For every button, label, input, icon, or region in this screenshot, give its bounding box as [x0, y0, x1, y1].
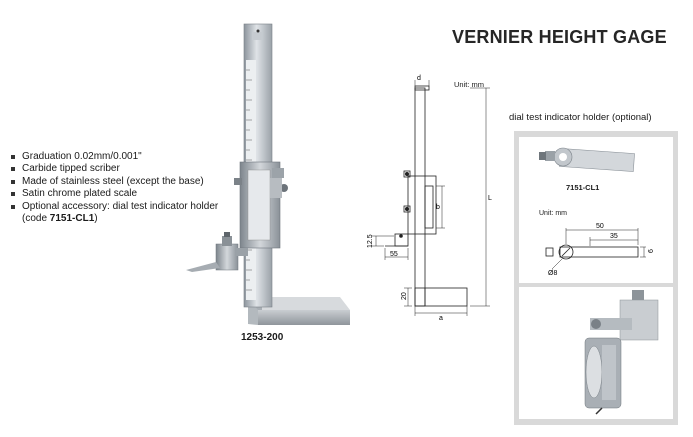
holder-model-label: 7151-CL1 — [566, 183, 600, 192]
dim-b-label: b — [436, 204, 440, 211]
holder-unit-label: Unit: mm — [539, 210, 567, 217]
accessory-code: 7151-CL1 — [49, 213, 95, 225]
feature-text: Graduation 0.02mm/0.001" — [22, 151, 142, 162]
feature-text: Satin chrome plated scale — [22, 188, 138, 200]
dim-55-label: 55 — [390, 251, 398, 258]
holder-dim-35-label: 35 — [610, 233, 618, 240]
feature-text: Carbide tipped scriber — [22, 163, 120, 175]
dim-d-label: d — [417, 75, 421, 82]
holder-dim-6-label: 6 — [648, 249, 655, 253]
dim-20-label: 20 — [401, 292, 408, 300]
dim-12-5-label: 12.5 — [367, 234, 374, 248]
feature-suffix: ) — [94, 213, 98, 225]
feature-text: Optional accessory: dial test indicator holder (code — [22, 200, 219, 225]
feature-text: Made of stainless steel (except the base) — [22, 175, 204, 187]
dim-a-label: a — [439, 315, 443, 322]
product-model-label: 1253-200 — [241, 332, 284, 343]
drawing-unit-label: Unit: mm — [454, 80, 484, 89]
holder-dim-50-label: 50 — [596, 223, 604, 230]
dim-L-label: L — [488, 195, 492, 202]
holder-dim-diameter-label: Ø8 — [548, 270, 558, 277]
page-title: VERNIER HEIGHT GAGE — [452, 27, 667, 47]
holder-section-title: dial test indicator holder (optional) — [509, 112, 652, 123]
